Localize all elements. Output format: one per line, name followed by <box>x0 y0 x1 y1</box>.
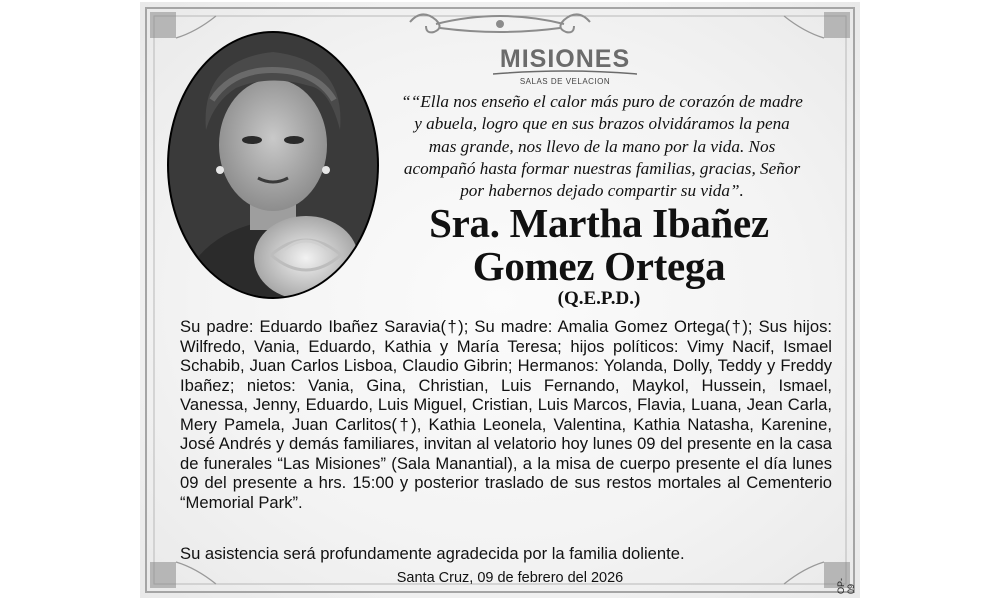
brand-tagline: SALAS DE VELACION <box>519 77 611 86</box>
quote-line: acompañó hasta formar nuestras familias, gracias, Señor <box>403 158 801 178</box>
family-announcement: Su padre: Eduardo Ibañez Saravia(†); Su madre: Amalia Gomez Ortega(†); Sus hijos: Wilfredo, Vania, Eduardo, Kathia y María Teresa; hijos políticos: Vimy Nacif, Ismael Schabib, Juan Carlos Lisboa, Claudio Gibrin; Hermanos: Yolanda, Dolly, Teddy y Freddy Ibañez; nietos: Vania, Gina, Christian, Luis Fernando, Maykol, Hussein, Ismael, Vanessa, Jenny, Eduardo, Luis Miguel, Cristian, Luis Marcos, Flavia, Luana, Jean Carla, Mery Pamela, Juan Carlitos(†), Kathia Leonela, Valentina, Kathia Natasha, Karenine, José Andrés y demás familiares, invitan al velatorio hoy lunes 09 del presente en la casa de funerales “Las Misiones” (Sala Manantial), a la misa de cuerpo presente el día lunes 09 del presente a hrs. 15:00 y posterior traslado de sus restos mortales al Cementerio “Memorial Park”. <box>180 317 832 512</box>
quote-line: mas grande, nos llevo de la mano por la vida. Nos <box>428 136 776 156</box>
portrait-photo <box>166 30 380 300</box>
place-date: Santa Cruz, 09 de febrero del 2026 <box>396 570 624 586</box>
rose-icon <box>254 216 358 300</box>
name-line: Gomez Ortega <box>472 243 726 289</box>
obituary-card <box>140 2 860 598</box>
closing-line: Su asistencia será profundamente agradecida por la familia doliente. <box>180 544 685 563</box>
brand-logo <box>485 46 645 87</box>
qepd-label: (Q.E.P.D.) <box>557 288 641 309</box>
logo-swoosh-icon <box>493 70 637 76</box>
quote-line: ““Ella nos enseño el calor más puro de corazón de madre <box>401 92 803 111</box>
brand-name: MISIONES <box>499 45 631 73</box>
scroll-ornament-icon <box>410 14 590 32</box>
name-line: Sra. Martha Ibañez <box>429 200 769 246</box>
deceased-name <box>384 202 814 288</box>
quote-line: y abuela, logro que en sus brazos olvidáramos la pena <box>414 114 790 134</box>
quote-line: por habernos dejado compartir su vida”. <box>460 181 744 201</box>
memorial-quote <box>386 91 818 202</box>
ad-code: OP-09 <box>836 577 856 594</box>
